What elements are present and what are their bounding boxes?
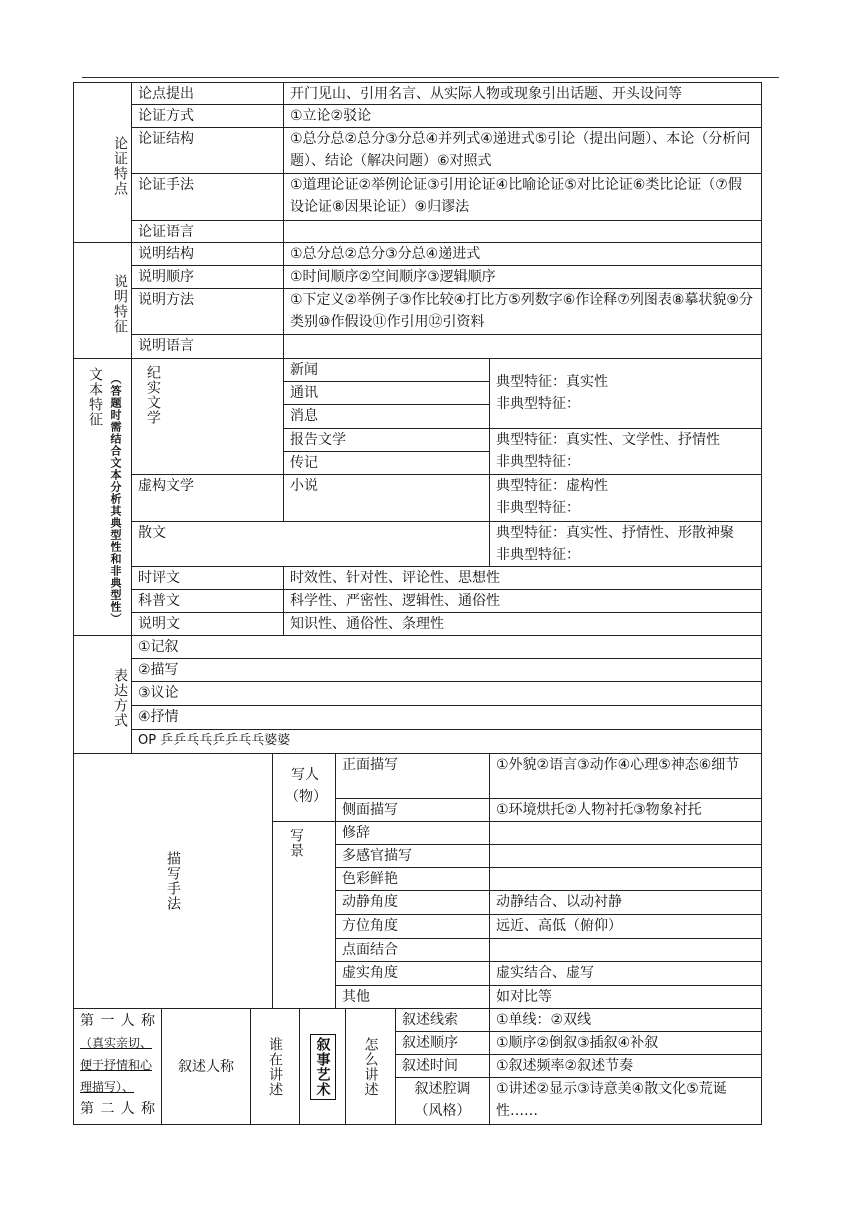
exposition-label: 说明方法	[131, 288, 284, 335]
description-value: ①外貌②语言③动作④心理⑤神态⑥细节	[489, 753, 762, 799]
narrative-label: 叙述线索	[395, 1008, 490, 1032]
exposition-label: 说明语言	[131, 334, 284, 359]
report-features: 典型特征：真实性、文学性、抒情性 非典型特征：	[489, 428, 762, 475]
fiction-item: 小说	[283, 474, 490, 522]
person-label-cell	[272, 753, 336, 822]
narrative-person-note: （真实亲切、便于抒情和心理描写）、	[80, 1036, 153, 1094]
scene-label: 写景	[288, 828, 304, 858]
argument-label: 论证语言	[131, 220, 284, 243]
description-value	[489, 821, 762, 845]
description-value	[489, 938, 762, 962]
narrative-value: ①顺序②倒叙③插叙④补叙	[489, 1031, 762, 1055]
text-features-note: （答题时需结合文本分析其典型性和非典型性）	[109, 373, 122, 625]
nonfiction-label-cell	[131, 358, 284, 475]
expression-item: ④抒情	[131, 705, 762, 730]
narrative-who: 谁在讲述	[250, 1008, 300, 1125]
nonfiction-item: 报告文学	[283, 428, 490, 452]
description-label: 虚实角度	[335, 961, 490, 986]
exposition-section-title: 说明特征	[73, 242, 132, 359]
nonfiction-label: 纪实文学	[145, 365, 161, 425]
description-label: 方位角度	[335, 914, 490, 939]
description-label: 色彩鲜艳	[335, 867, 490, 891]
expression-item: ③议论	[131, 681, 762, 706]
text-features-title: 文本特征	[87, 367, 103, 427]
commentary-value: 时效性、针对性、评论性、思想性	[283, 566, 762, 590]
expository-label: 说明文	[131, 612, 284, 636]
description-label: 其他	[335, 985, 490, 1009]
prose-features: 典型特征：真实性、抒情性、形散神聚 非典型特征：	[489, 521, 762, 567]
nonfiction-item: 消息	[283, 404, 490, 429]
description-label: 正面描写	[335, 753, 490, 822]
scene-label-cell	[272, 821, 336, 1009]
description-label: 修辞	[335, 821, 490, 845]
description-value	[489, 867, 762, 891]
description-value: 远近、高低（俯仰）	[489, 914, 762, 939]
narrative-label: 叙述腔调（风格）	[395, 1077, 490, 1125]
commentary-label: 时评文	[131, 566, 284, 590]
fiction-features: 典型特征：虚构性 非典型特征：	[489, 474, 762, 522]
exposition-value: ①时间顺序②空间顺序③逻辑顺序	[283, 265, 762, 289]
narrative-value: ①讲述②显示③诗意美④散文化⑤荒诞性……	[489, 1077, 762, 1125]
nonfiction-item: 新闻	[283, 358, 490, 382]
argument-value: 开门见山、引用名言、从实际人物或现象引出话题、开头设问等	[283, 82, 762, 105]
narrative-how: 怎么讲述	[345, 1008, 396, 1125]
expression-section-title: 表达方式	[73, 635, 132, 754]
narrative-value: ①叙述频率②叙述节奏	[489, 1054, 762, 1078]
expression-item: ①记叙	[131, 635, 762, 659]
narrative-person-a: 第一人称	[80, 1013, 155, 1029]
expression-item: OP 乒乒乓乓乒乒乓乓婆婆	[131, 729, 762, 754]
expository-value: 知识性、通俗性、条理性	[283, 612, 762, 636]
popsci-value: 科学性、严密性、逻辑性、通俗性	[283, 589, 762, 613]
description-label: 多感官描写	[335, 844, 490, 868]
description-value: 虚实结合、虚写	[489, 961, 762, 986]
narrative-title: 叙事艺术	[310, 1034, 336, 1100]
header-rule	[82, 77, 779, 78]
exposition-value: ①总分总②总分③分总④递进式	[283, 242, 762, 266]
argument-value	[283, 220, 762, 243]
text-features-section	[73, 358, 132, 636]
prose-label: 散文	[131, 521, 490, 567]
description-label: 动静角度	[335, 890, 490, 915]
popsci-label: 科普文	[131, 589, 284, 613]
argument-value: ①道理论证②举例论证③引用论证④比喻论证⑤对比论证⑥类比论证（⑦假设论证⑧因果论证）⑨归谬法	[283, 173, 762, 221]
description-value: 如对比等	[489, 985, 762, 1009]
narrative-person-b: 第二人称	[80, 1101, 155, 1117]
narrative-person-label: 叙述人称	[161, 1008, 251, 1125]
argument-label: 论证手法	[131, 173, 284, 221]
narrative-label: 叙述时间	[395, 1054, 490, 1078]
nonfiction-item: 通讯	[283, 381, 490, 405]
narrative-title-cell	[299, 1008, 346, 1125]
exposition-label: 说明结构	[131, 242, 284, 266]
narrative-label: 叙述顺序	[395, 1031, 490, 1055]
fiction-label: 虚构文学	[131, 474, 284, 522]
description-label: 点面结合	[335, 938, 490, 962]
narrative-value: ①单线：②双线	[489, 1008, 762, 1032]
nonfiction-item: 传记	[283, 451, 490, 475]
argument-label: 论点提出	[131, 82, 284, 105]
narrative-person-cell	[73, 1008, 162, 1125]
description-value: 动静结合、以动衬静	[489, 890, 762, 915]
description-value: ①环境烘托②人物衬托③物象衬托	[489, 798, 762, 822]
expression-item: ②描写	[131, 658, 762, 682]
exposition-label: 说明顺序	[131, 265, 284, 289]
argument-section-title: 论证特点	[73, 82, 132, 243]
news-features: 典型特征：真实性 非典型特征：	[489, 358, 762, 429]
description-value	[489, 844, 762, 868]
argument-value: ①总分总②总分③分总④并列式④递进式⑤引论（提出问题）、本论（分析问题）、结论（解决问题）⑥对照式	[283, 127, 762, 174]
exposition-value: ①下定义②举例子③作比较④打比方⑤列数字⑥作诠释⑦列图表⑧摹状貌⑨分类别⑩作假设⑪作引用⑫引资料	[283, 288, 762, 335]
argument-label: 论证方式	[131, 104, 284, 128]
description-label: 侧面描写	[335, 798, 490, 822]
description-section-title: 描写手法	[73, 753, 273, 1009]
exposition-value	[283, 334, 762, 359]
argument-value: ①立论②驳论	[283, 104, 762, 128]
person-label: 写人（物）	[285, 767, 327, 805]
argument-label: 论证结构	[131, 127, 284, 174]
